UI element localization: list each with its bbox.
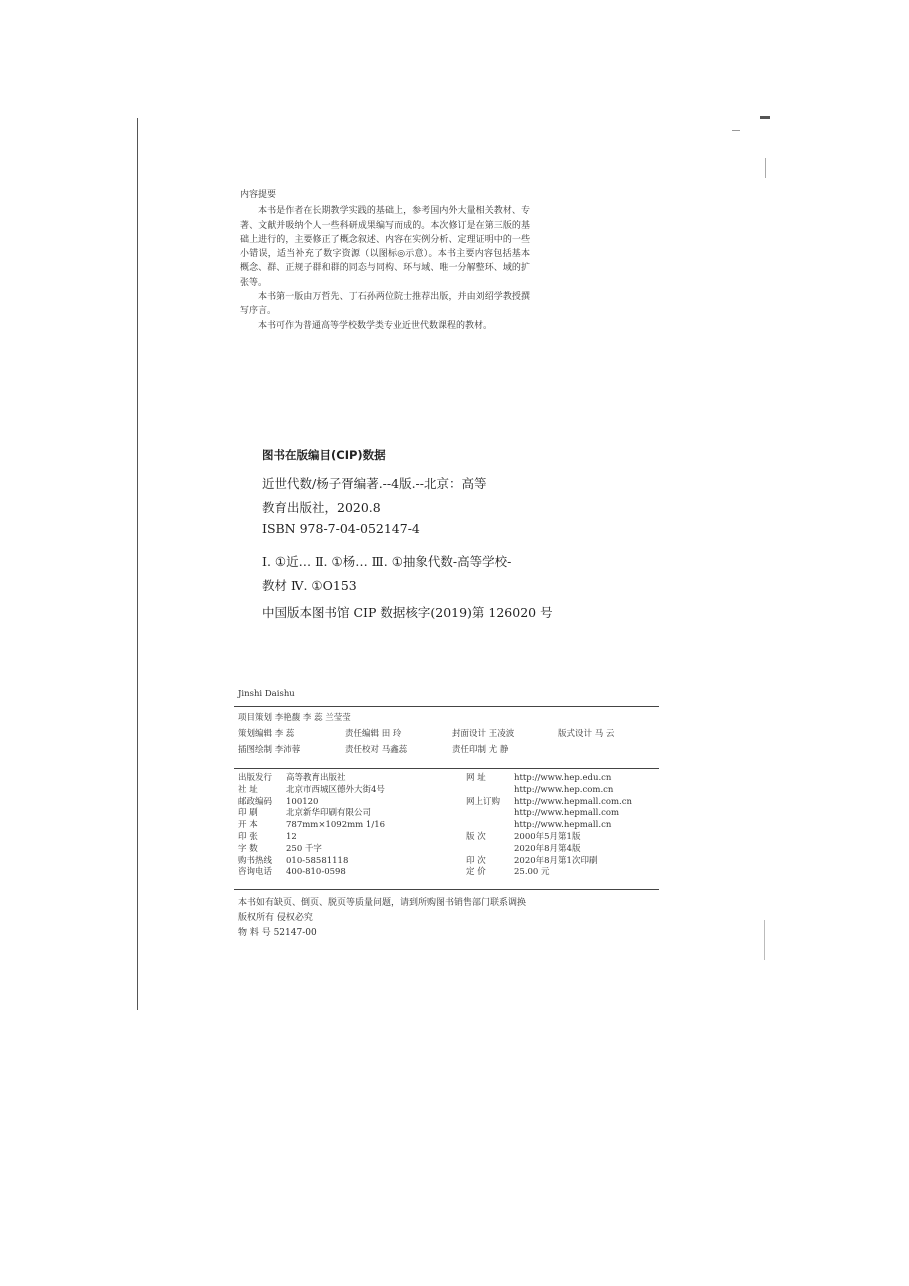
pub-row [238, 820, 396, 832]
summary-paragraph: 本书是作者在长期教学实践的基础上，参考国内外大量相关教材、专著、文献并吸纳个人一些科研成果编写而成的。本次修订是在第三版的基础上进行的，主要修正了概念叙述、内容在实例分析、定理证明中的一些小错误，适当补充了数字资源（以图标◎示意）。本书主要内容包括基本概念、群、正规子群和群的同态与同构、环与域、唯一分解整环、域的扩张等。 [240, 206, 530, 288]
pub-value: 12 [286, 831, 297, 842]
pub-row [238, 773, 396, 785]
pub-value: 010-58581118 [286, 855, 349, 866]
pub-key: 邮政编码 [238, 796, 273, 807]
pub-key: 印 刷 [238, 808, 258, 819]
pub-row [466, 797, 654, 809]
pub-value: 100120 [286, 796, 319, 807]
divider-line [234, 768, 659, 769]
divider-line [234, 889, 659, 890]
pub-row [466, 867, 654, 879]
scan-right-mark [764, 920, 765, 960]
pub-row [238, 832, 396, 844]
pub-row [466, 820, 654, 832]
pub-row [466, 773, 654, 785]
pub-key [466, 844, 514, 856]
pub-key: 开 本 [238, 820, 258, 831]
scan-right-mark [760, 116, 770, 119]
pub-key: 定 价 [466, 867, 486, 878]
pub-value: http://www.hepmall.com [514, 808, 620, 819]
pub-row [238, 867, 396, 879]
cip-isbn: ISBN 978-7-04-052147-4 [262, 521, 420, 536]
pub-value: 高等教育出版社 [286, 773, 346, 783]
credit-entry: 责任校对 马鑫蕊 [345, 745, 408, 755]
pub-value: http://www.hepmall.cn [514, 820, 612, 831]
credit-entry: 封面设计 王凌波 [452, 729, 515, 739]
pub-value: 北京市西城区德外大街4号 [286, 784, 385, 795]
cip-line: 教育出版社，2020.8 [262, 500, 381, 515]
pub-row [466, 844, 654, 856]
pub-key: 版 次 [466, 831, 486, 842]
pub-row [466, 785, 654, 797]
pinyin-title: Jinshi Daishu [238, 689, 295, 699]
cip-classification: Ⅰ. ①近… Ⅱ. ①杨… Ⅲ. ①抽象代数-高等学校- [262, 554, 512, 569]
pub-key: 出版发行 [238, 773, 273, 783]
pub-row [238, 785, 396, 797]
summary-paragraph: 本书可作为普通高等学校数学类专业近世代数课程的教材。 [258, 320, 493, 331]
pub-value: http://www.hep.edu.cn [514, 773, 612, 783]
pub-row [466, 856, 654, 868]
pub-row [238, 808, 396, 820]
pub-key [466, 808, 514, 820]
scan-left-margin-line [137, 118, 138, 1010]
pub-key: 社 址 [238, 784, 258, 795]
content-summary [240, 188, 530, 333]
cip-classification: 教材 Ⅳ. ①O153 [262, 578, 357, 593]
copyright-notice: 版权所有 侵权必究 [238, 913, 313, 923]
pub-key: 购书热线 [238, 855, 273, 866]
pub-row [466, 808, 654, 820]
pub-value: http://www.hepmall.com.cn [514, 796, 632, 807]
scan-right-mark [765, 158, 766, 178]
pub-key: 咨询电话 [238, 867, 273, 878]
summary-paragraph: 本书第一版由万哲先、丁石孙两位院士推荐出版，并由刘绍学教授撰写序言。 [240, 292, 530, 317]
pub-key: 印 张 [238, 831, 258, 842]
pub-value: http://www.hep.com.cn [514, 784, 614, 795]
divider-line [234, 706, 659, 707]
credit-entry: 责任编辑 田 玲 [345, 729, 402, 739]
pub-key: 印 次 [466, 855, 486, 866]
pub-value: 2020年8月第1次印刷 [514, 855, 598, 866]
summary-title: 内容提要 [240, 190, 277, 200]
quality-notice: 本书如有缺页、倒页、脱页等质量问题，请到所购图书销售部门联系调换 [238, 898, 527, 908]
pub-value: 25.00 元 [514, 867, 550, 878]
pub-value: 250 千字 [286, 843, 322, 854]
pub-key: 网 址 [466, 773, 486, 783]
pub-value: 787mm×1092mm 1/16 [286, 820, 386, 831]
material-number: 物 料 号 52147-00 [238, 928, 317, 938]
credit-entry: 插图绘制 李沛蓉 [238, 745, 301, 755]
pub-value: 2000年5月第1版 [514, 831, 581, 842]
pub-row [238, 844, 396, 856]
pub-key: 网上订购 [466, 796, 501, 807]
pub-key: 字 数 [238, 843, 258, 854]
publication-info-right [466, 773, 654, 879]
publication-info-left [238, 773, 396, 879]
credit-entry: 版式设计 马 云 [558, 729, 615, 739]
pub-key [466, 820, 514, 832]
credit-entry: 项目策划 李艳馥 李 蕊 兰莹莹 [238, 713, 351, 723]
pub-row [238, 797, 396, 809]
cip-core-number: 中国版本图书馆 CIP 数据核字(2019)第 126020 号 [262, 605, 553, 620]
pub-value: 北京新华印刷有限公司 [286, 808, 372, 819]
credit-entry: 责任印制 尤 静 [452, 745, 509, 755]
pub-key [466, 785, 514, 797]
pub-row [238, 856, 396, 868]
cip-line: 近世代数/杨子胥编著.--4版.--北京：高等 [262, 476, 487, 491]
cip-data-block [262, 447, 562, 621]
scan-right-mark [732, 130, 740, 131]
pub-value: 400-810-0598 [286, 867, 346, 878]
pub-row [466, 832, 654, 844]
pub-value: 2020年8月第4版 [514, 843, 581, 854]
credit-entry: 策划编辑 李 蕊 [238, 729, 295, 739]
cip-heading: 图书在版编目(CIP)数据 [262, 448, 386, 462]
